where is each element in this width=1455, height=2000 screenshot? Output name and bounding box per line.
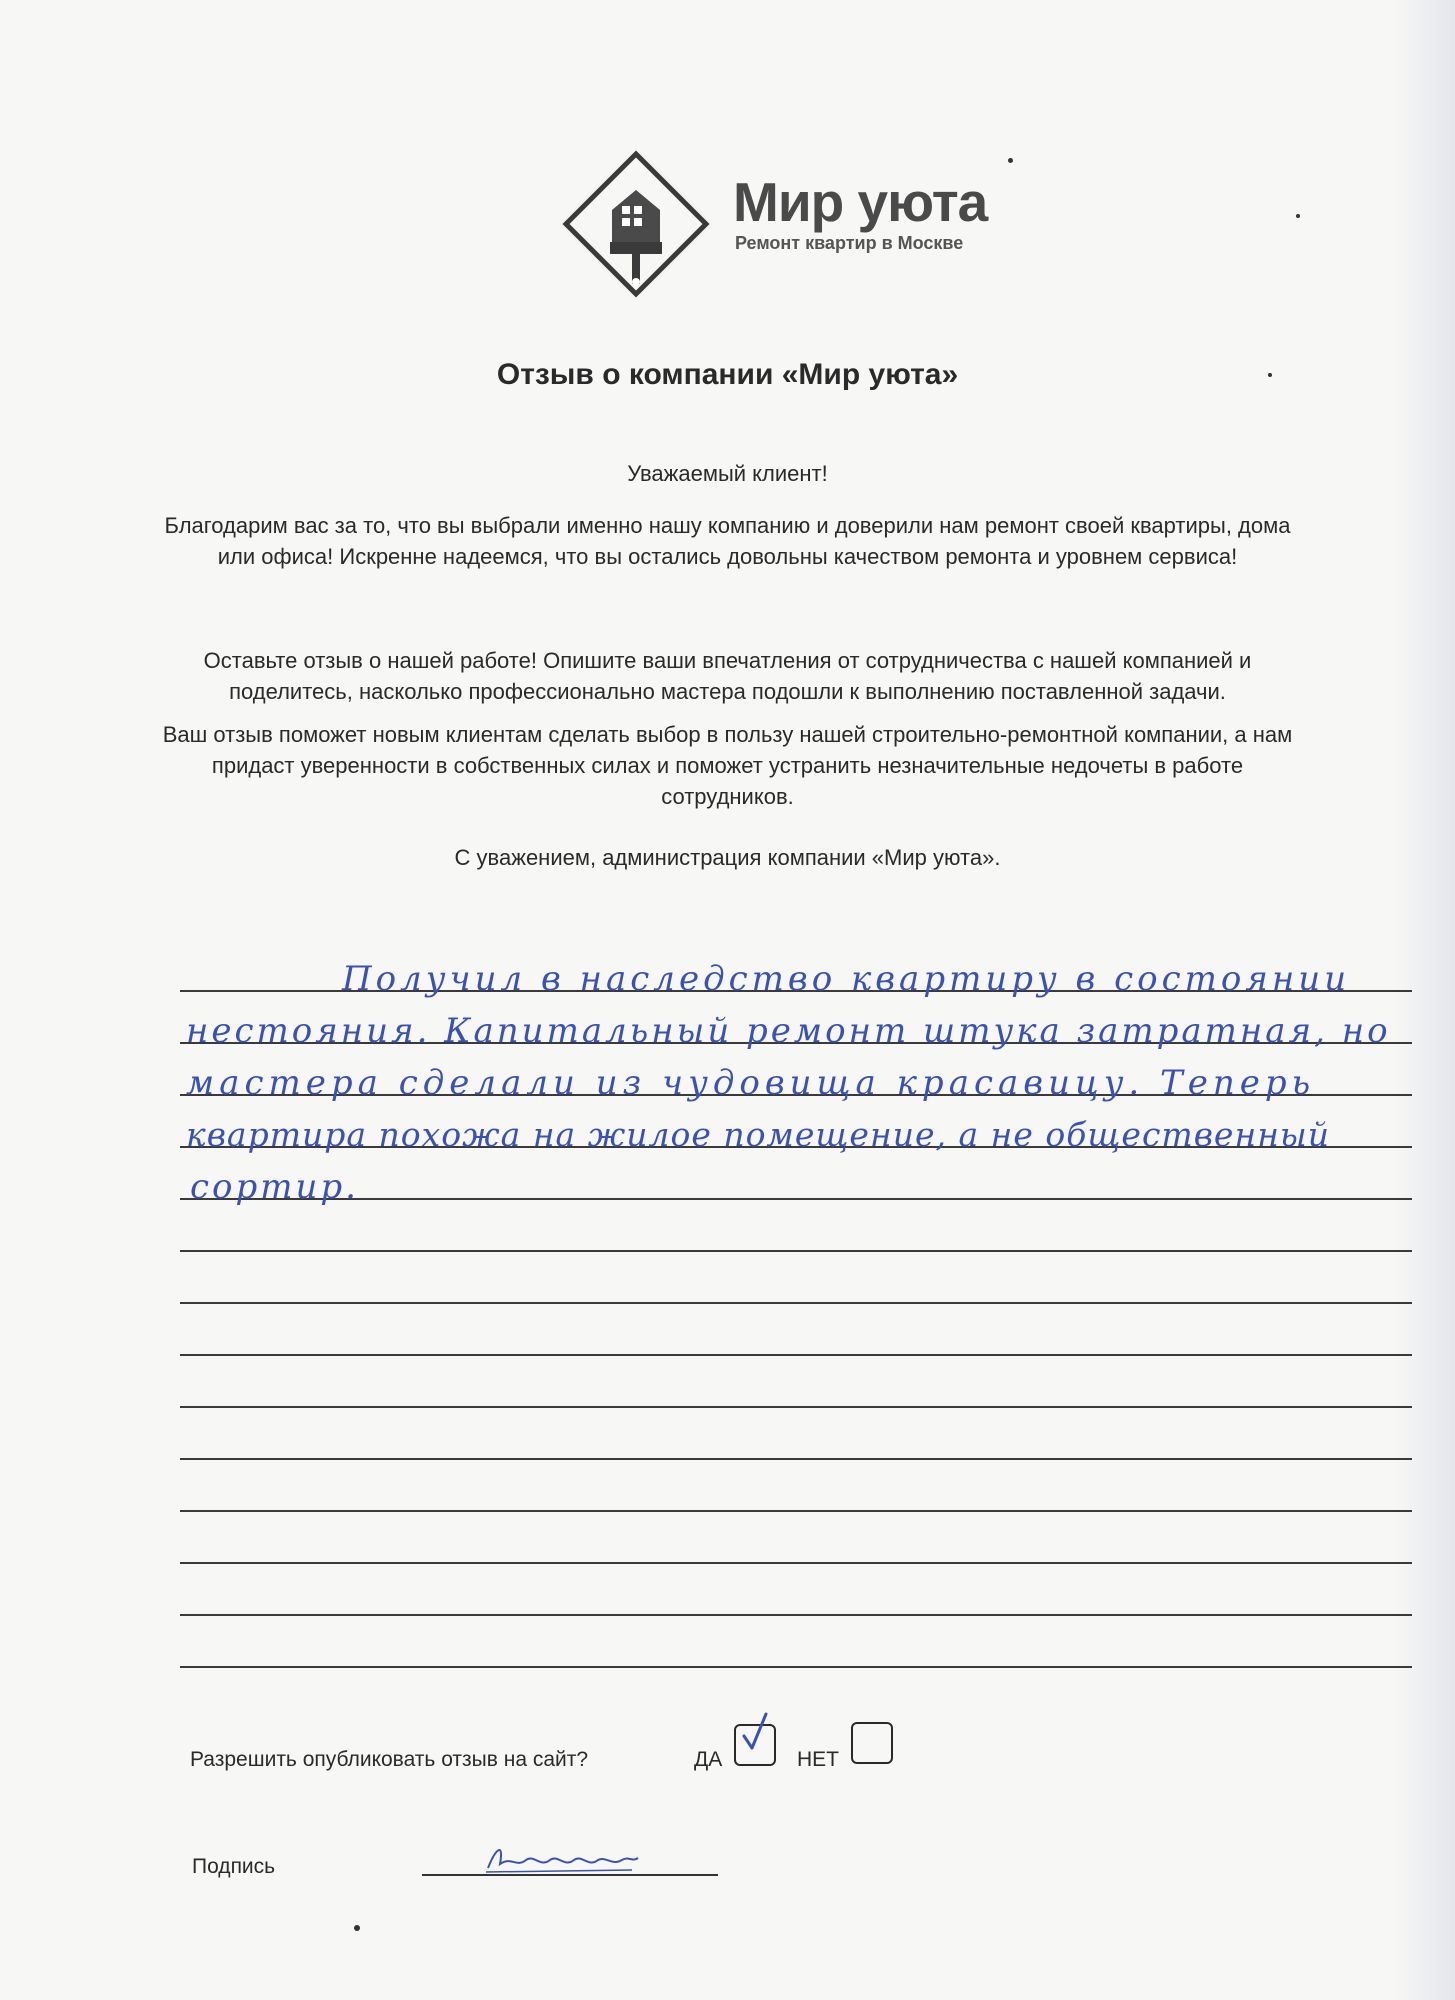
scan-speck — [1296, 214, 1300, 218]
brand-tagline: Ремонт квартир в Москве — [735, 233, 964, 253]
scan-speck — [1008, 158, 1013, 163]
yes-checkbox[interactable] — [734, 1724, 776, 1766]
ruled-line — [180, 1354, 1412, 1356]
review-line: сортир. — [190, 1167, 359, 1207]
ruled-line — [180, 1302, 1412, 1304]
ruled-line — [180, 1198, 1412, 1200]
brand-name: Мир уюта — [733, 171, 988, 233]
intro-paragraph: Благодарим вас за то, что вы выбрали именно нашу компанию и доверили нам ремонт своей квартиры, дома или офиса! Искренне надеемся, что вы остались довольны качеством ремонта и уровнем сервиса! — [164, 513, 1291, 569]
review-line: Получил в наследство квартиру в состоянии — [342, 959, 1351, 999]
ruled-line — [180, 1666, 1412, 1668]
logo-house-brush-icon — [562, 150, 710, 298]
ruled-line — [180, 1406, 1412, 1408]
closing-signature: С уважением, администрация компании «Мир уюта». — [454, 845, 1001, 870]
page-title: Отзыв о компании «Мир уюта» — [496, 358, 959, 391]
review-line: квартира похожа на жилое помещение, а не общественный — [186, 1115, 1331, 1154]
no-checkbox[interactable] — [851, 1722, 893, 1764]
no-label: НЕТ — [797, 1748, 839, 1771]
ruled-line — [180, 1510, 1412, 1512]
review-line: нестояния. Капитальный ремонт штука затратная, но — [186, 1011, 1391, 1051]
signature-label: Подпись — [192, 1855, 276, 1878]
yes-label: ДА — [694, 1748, 723, 1771]
benefit-paragraph: Ваш отзыв поможет новым клиентам сделать выбор в пользу нашей строительно-ремонтной компании, а нам придаст уверенности в собственных силах и поможет устранить незначительные недочеты в работе сотрудников. — [162, 722, 1293, 809]
scan-edge-shadow — [1395, 0, 1455, 2000]
request-paragraph: Оставьте отзыв о нашей работе! Опишите ваши впечатления от сотрудничества с нашей компанией и поделитесь, насколько профессионально мастера подошли к выполнению поставленной задачи. — [203, 648, 1252, 704]
greeting: Уважаемый клиент! — [627, 461, 828, 486]
ruled-line — [180, 1458, 1412, 1460]
ruled-line — [180, 1562, 1412, 1564]
checkmark-icon — [736, 1714, 774, 1752]
publish-question: Разрешить опубликовать отзыв на сайт? — [190, 1748, 589, 1771]
review-line: мастера сделали из чудовища красавицу. Теперь — [186, 1063, 1316, 1103]
signature-scribble-icon — [482, 1838, 642, 1878]
ruled-line — [180, 1250, 1412, 1252]
ruled-line — [180, 1614, 1412, 1616]
scan-speck — [354, 1925, 360, 1931]
